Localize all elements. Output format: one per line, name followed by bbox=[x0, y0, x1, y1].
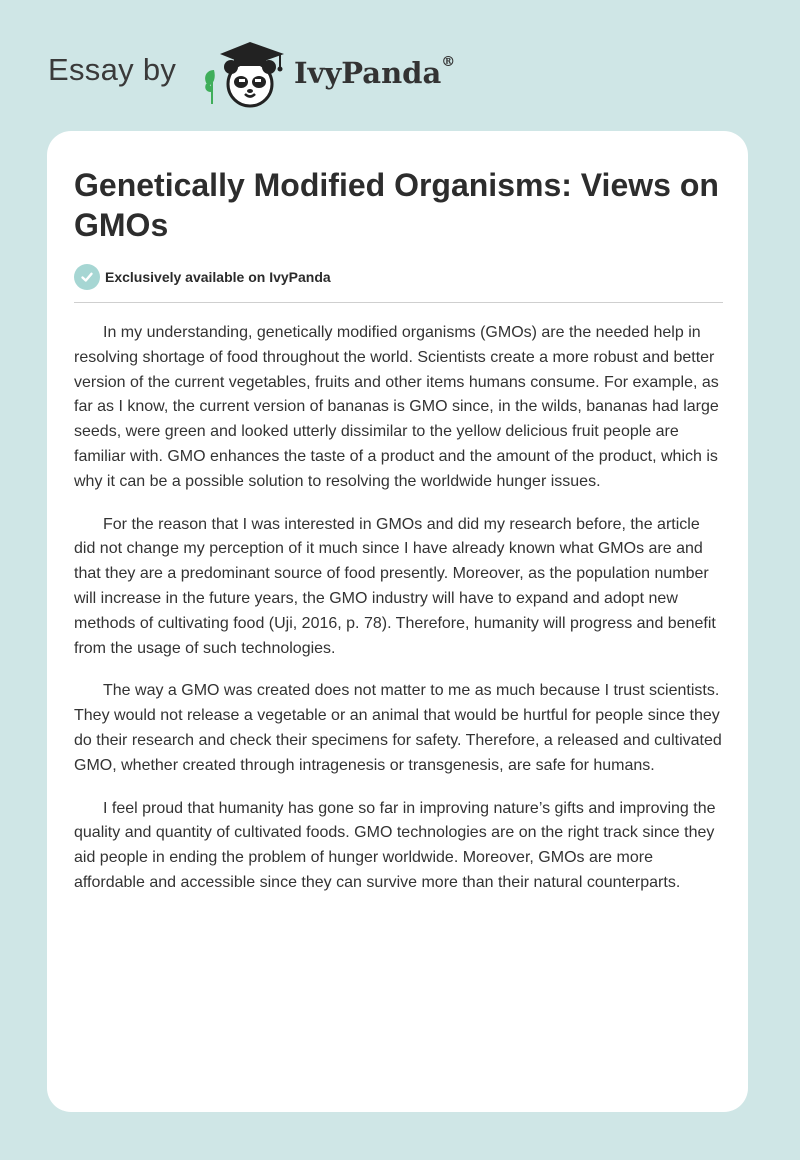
registered-mark: ® bbox=[441, 54, 456, 70]
brand-logo-text[interactable] bbox=[294, 56, 455, 90]
paragraph: In my understanding, genetically modified organisms (GMOs) are the needed help in resolving shortage of food throughout the world. Scientists create a more robust and better version of the current vegetables, fruits and other items humans consume. For example, as far as I know, the current version of bananas is GMO since, in the wilds, bananas had large seeds, were green and looked utterly dissimilar to the yellow delicious fruit people are familiar with. GMO enhances the taste of a product and the amount of the product, which is why it can be a possible solution to resolving the worldwide hunger issues. bbox=[74, 324, 719, 490]
essay-body bbox=[74, 321, 724, 914]
paragraph: For the reason that I was interested in GMOs and did my research before, the article did not change my perception of it much since I have already known what GMOs are and that they are a predominant source of food presently. Moreover, as the population number will increase in the future years, the GMO industry will have to expand and adopt new methods of cultivating food (Uji, 2016, p. 78). Therefore, humanity will progress and benefit from the usage of such technologies. bbox=[74, 515, 716, 657]
check-icon bbox=[74, 264, 100, 290]
exclusive-badge bbox=[74, 263, 331, 291]
paragraph: The way a GMO was created does not matter to me as much because I trust scientists. They would not release a vegetable or an animal that would be hurtful for people since they do their research and check their specimens for safety. Therefore, a released and cultivated GMO, whether created through intragenesis or transgenesis, are safe for humans. bbox=[74, 682, 722, 774]
brand-name: IvyPanda bbox=[294, 56, 442, 90]
essay-by-label: Essay by bbox=[48, 52, 177, 87]
essay-title: Genetically Modified Organisms: Views on GMOs bbox=[74, 167, 719, 243]
essay-card bbox=[47, 131, 748, 1112]
divider bbox=[74, 302, 723, 303]
paragraph: I feel proud that humanity has gone so far in improving nature’s gifts and improving the quality and quantity of cultivated foods. GMO technologies are on the right track since they aid people in ending the problem of hunger worldwide. Moreover, GMOs are more affordable and accessible since they can survive more than their natural counterparts. bbox=[74, 799, 716, 891]
panda-graduate-icon bbox=[200, 34, 292, 110]
exclusive-badge-label: Exclusively available on IvyPanda bbox=[105, 269, 331, 285]
site-header bbox=[0, 0, 800, 130]
